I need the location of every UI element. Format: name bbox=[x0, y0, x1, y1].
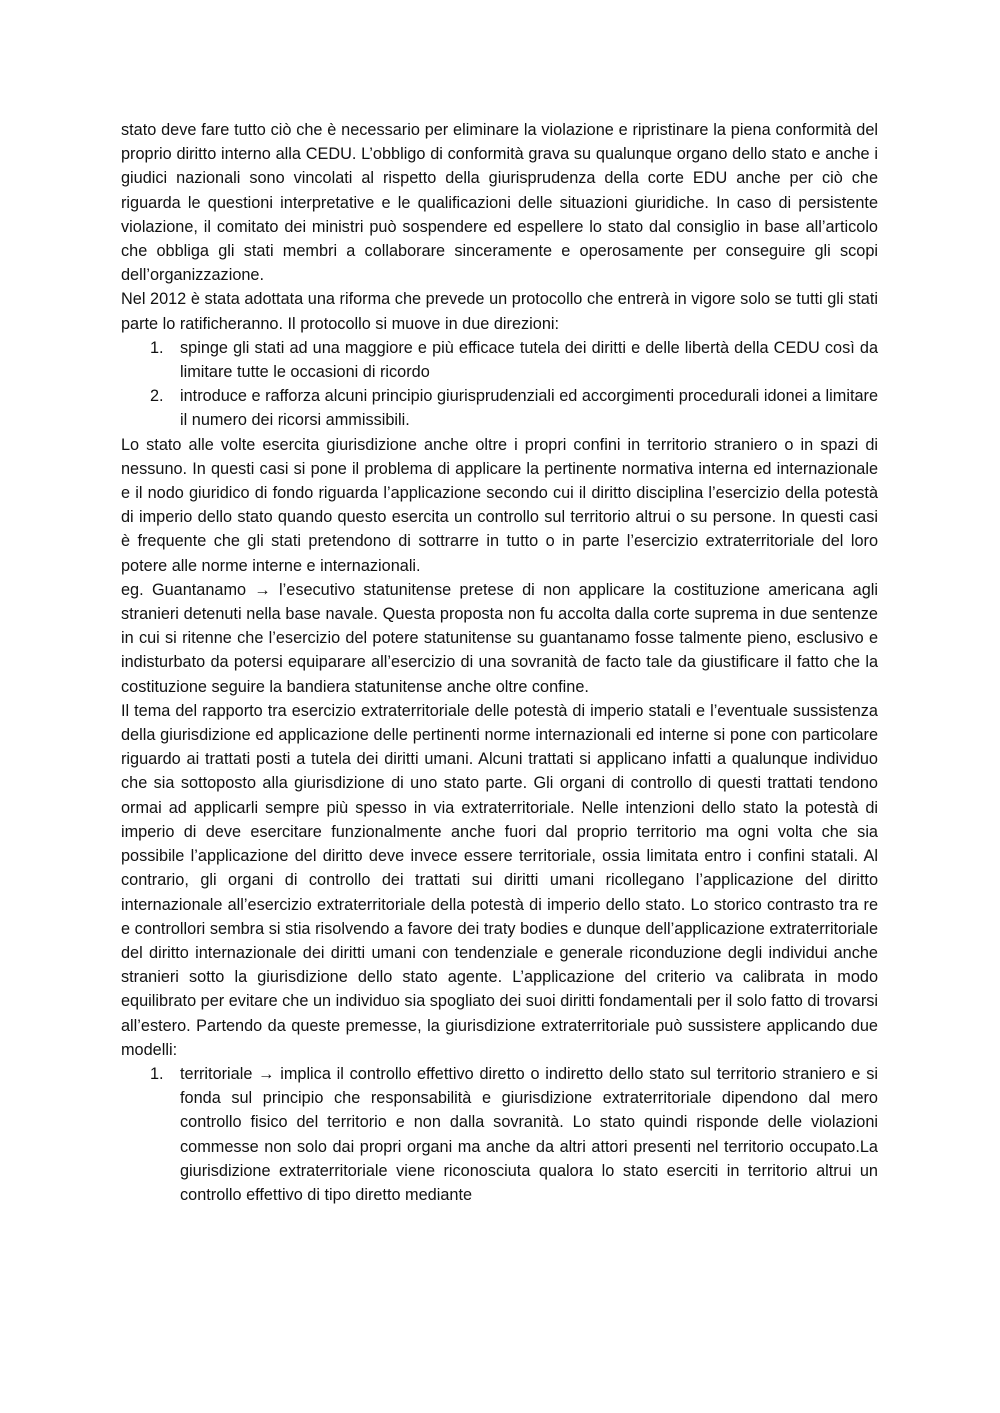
paragraph-extraterritorial-jurisdiction: Lo stato alle volte esercita giurisdizione anche oltre i propri confini in territorio straniero o in spazi di nessuno. In questi casi si pone il problema di applicare la pertinente normativa interna ed internazionale e il nodo giuridico di fondo riguarda l’applicazione secondo cui il diritto disciplina l’esercizio della potestà di imperio dello stato quando questo esercita un controllo sul territorio altrui o su persone. In questi casi è frequente che gli stati pretendono di sottrarre in tutto o in parte l’esercizio extraterritoriale del loro potere alle norme interne e internazionali. bbox=[121, 435, 878, 575]
paragraph-guantanamo-example: eg. Guantanamo → l’esecutivo statunitense pretese di non applicare la costituzione americana agli stranieri detenuti nella base navale. Questa proposta non fu accolta dalla corte suprema in due sentenze in cui si ritenne che l’esercizio del potere statunitense su guantanamo fosse talmente pieno, esclusivo e indisturbato da potersi equiparare all’esercizio di una sovranità de facto tale da giustificare il fatto che la costituzione seguire la bandiera statunitense anche oltre confine. bbox=[121, 580, 878, 696]
paragraph-human-rights-treaties: Il tema del rapporto tra esercizio extraterritoriale delle potestà di imperio statali e l’eventuale sussistenza della giurisdizione ed applicazione delle pertinenti norme internazionali ed interne si pone con particolare riguardo ai trattati posti a tutela dei diritti umani. Alcuni trattati si applicano infatti a qualunque individuo che sia sottoposto alla giurisdizione di uno stato parte. Gli organi di controllo di questi trattati tendono ormai ad applicarli sempre più spesso in via extraterritoriale. Nelle intenzioni dello stato la potestà di imperio di deve esercitare funzionalmente anche fuori dal proprio territorio ma ogni volta che sia possibile l’applicazione del diritto deve invece essere territoriale, ossia limitata entro i confini statali. Al contrario, gli organi di controllo dei trattati sui diritti umani ricollegano l’applicazione del diritto internazionale all’esercizio extraterritoriale della potestà di imperio dello stato. Lo storico contrasto tra re e controllori sembra si stia risolvendo a favore dei traty bodies e dunque dell’applicazione extraterritoriale del diritto internazionale dei diritti umani con tendenziale e generale riconduzione degli individui anche stranieri sotto la giurisdizione dello stato agente. L’applicazione del criterio va calibrata in modo equilibrato per evitare che un individuo sia spogliato dei suoi diritti fondamentali per il solo fatto di trovarsi all’estero. Partendo da queste premesse, la giurisdizione extraterritoriale può sussistere applicando due modelli: bbox=[121, 701, 878, 1059]
list-item-number: 1. bbox=[150, 1064, 164, 1083]
list-item-number: 2. bbox=[150, 387, 164, 406]
paragraph-2012-reform: Nel 2012 è stata adottata una riforma che prevede un protocollo che entrerà in vigore solo se tutti gli stati parte lo ratificheranno. Il protocollo si muove in due direzioni: bbox=[121, 290, 878, 333]
list-item bbox=[121, 1062, 878, 1207]
list-item-text: territoriale → implica il controllo effettivo diretto o indiretto dello stato sul territorio straniero e si fonda sul principio che responsabilità e giurisdizione extraterritoriale dipendono dal mero controllo fisico del territorio e non dalla sovranità. Lo stato quindi risponde delle violazioni commesse non solo dai propri organi ma anche da altri attori presenti nel territorio occupato.La giurisdizione extraterritoriale viene riconosciuta qualora lo stato eserciti in territorio altrui un controllo effettivo di tipo diretto mediante bbox=[180, 1064, 878, 1204]
protocol-directions-list bbox=[121, 336, 878, 433]
list-item bbox=[121, 384, 878, 432]
paragraph-cedu-compliance: stato deve fare tutto ciò che è necessario per eliminare la violazione e ripristinare la piena conformità del proprio diritto interno alla CEDU. L’obbligo di conformità grava su qualunque organo dello stato e anche i giudici nazionali sono vincolati al rispetto della giurisprudenza della corte EDU anche per ciò che riguarda le questioni interpretative e le qualificazioni delle situazioni giuridiche. In caso di persistente violazione, il comitato dei ministri può sospendere ed espellere lo stato dal consiglio in base all’articolo che obbliga gli stati membri a collaborare sinceramente e operosamente per conseguire gli scopi dell’organizzazione. bbox=[121, 121, 878, 285]
jurisdiction-models-list bbox=[121, 1062, 878, 1207]
document-page bbox=[121, 118, 878, 1207]
list-item-text: spinge gli stati ad una maggiore e più efficace tutela dei diritti e delle libertà della CEDU così da limitare tutte le occasioni di ricordo bbox=[180, 338, 878, 382]
list-item bbox=[121, 336, 878, 384]
list-item-number: 1. bbox=[150, 338, 164, 357]
list-item-text: introduce e rafforza alcuni principio giurisprudenziali ed accorgimenti procedurali idonei a limitare il numero dei ricorsi ammissibili. bbox=[180, 387, 878, 430]
